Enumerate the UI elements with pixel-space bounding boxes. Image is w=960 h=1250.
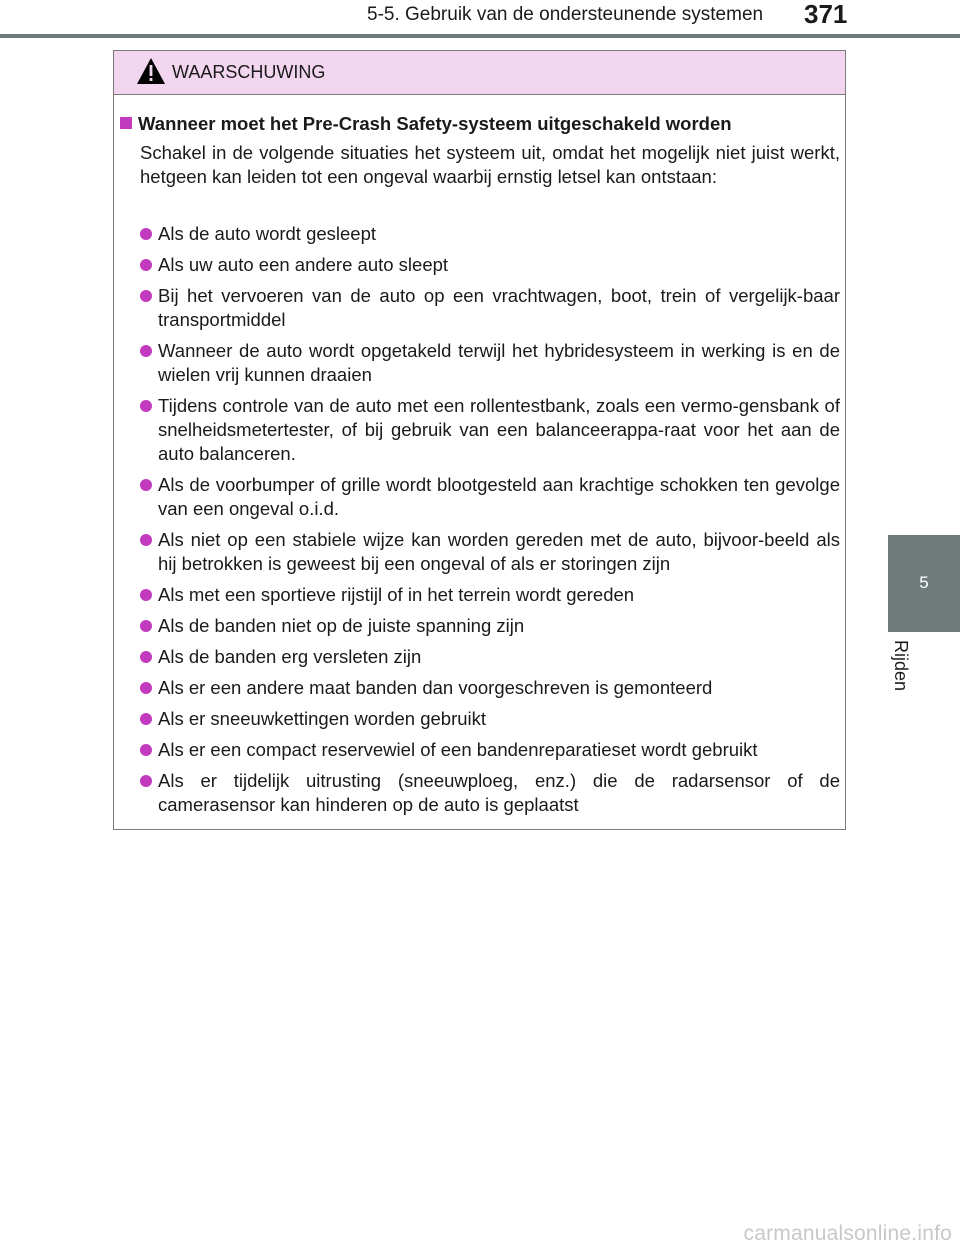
list-item-text: Als er een andere maat banden dan voorgeschreven is gemonteerd xyxy=(158,677,713,698)
bullet-dot-icon xyxy=(140,345,152,357)
bullet-dot-icon xyxy=(140,775,152,787)
list-item xyxy=(140,473,840,521)
list-item xyxy=(140,614,840,638)
chapter-label-text: Rijden xyxy=(891,640,911,692)
bullet-dot-icon xyxy=(140,744,152,756)
chapter-tab xyxy=(888,535,960,632)
bullet-dot-icon xyxy=(140,534,152,546)
list-item-text: Als de auto wordt gesleept xyxy=(158,223,377,244)
list-item-text: Bij het vervoeren van de auto op een vrachtwagen, boot, trein of vergelijk-baar transportmiddel xyxy=(158,285,840,330)
bullet-list xyxy=(140,222,840,824)
watermark: carmanualsonline.info xyxy=(743,1222,952,1245)
bullet-dot-icon xyxy=(140,713,152,725)
warning-box xyxy=(113,50,846,830)
list-item-text: Wanneer de auto wordt opgetakeld terwijl het hybridesysteem in werking is en de wielen vrij kunnen draaien xyxy=(158,340,840,385)
section-heading xyxy=(120,112,840,136)
list-item xyxy=(140,222,840,246)
bullet-dot-icon xyxy=(140,620,152,632)
bullet-dot-icon xyxy=(140,290,152,302)
list-item-text: Als er sneeuwkettingen worden gebruikt xyxy=(158,708,487,729)
bullet-dot-icon xyxy=(140,479,152,491)
section-heading-text: Wanneer moet het Pre-Crash Safety-systeem uitgeschakeld worden xyxy=(138,113,732,134)
list-item-text: Als niet op een stabiele wijze kan worden gereden met de auto, bijvoor-beeld als hij betrokken is geweest bij een ongeval of als er storingen zijn xyxy=(158,529,840,574)
bullet-dot-icon xyxy=(140,228,152,240)
bullet-dot-icon xyxy=(140,400,152,412)
chapter-number: 5 xyxy=(919,573,929,592)
bullet-dot-icon xyxy=(140,651,152,663)
list-item xyxy=(140,738,840,762)
chapter-label xyxy=(890,640,926,720)
list-item-text: Als er een compact reservewiel of een bandenreparatieset wordt gebruikt xyxy=(158,739,758,760)
list-item-text: Als de banden niet op de juiste spanning zijn xyxy=(158,615,525,636)
list-item-text: Als met een sportieve rijstijl of in het terrein wordt gereden xyxy=(158,584,635,605)
list-item xyxy=(140,676,840,700)
list-item xyxy=(140,769,840,817)
warning-label: WAARSCHUWING xyxy=(172,62,326,82)
list-item-text: Als uw auto een andere auto sleept xyxy=(158,254,449,275)
list-item xyxy=(140,339,840,387)
intro-paragraph: Schakel in de volgende situaties het systeem uit, omdat het mogelijk niet juist werkt, hetgeen kan leiden tot een ongeval waarbij ernstig letsel kan ontstaan: xyxy=(140,142,840,187)
section-title: 5-5. Gebruik van de ondersteunende systemen xyxy=(367,4,764,25)
square-bullet-icon xyxy=(120,117,132,129)
list-item xyxy=(140,528,840,576)
list-item xyxy=(140,645,840,669)
list-item xyxy=(140,284,840,332)
bullet-dot-icon xyxy=(140,259,152,271)
page-number: 371 xyxy=(804,0,848,29)
list-item-text: Als de voorbumper of grille wordt blootgesteld aan krachtige schokken ten gevolge van een ongeval o.i.d. xyxy=(158,474,840,519)
list-item xyxy=(140,253,840,277)
warning-triangle-icon xyxy=(136,57,166,85)
list-item xyxy=(140,707,840,731)
list-item xyxy=(140,583,840,607)
list-item-text: Als de banden erg versleten zijn xyxy=(158,646,422,667)
bullet-dot-icon xyxy=(140,682,152,694)
bullet-dot-icon xyxy=(140,589,152,601)
list-item xyxy=(140,394,840,466)
header-rule xyxy=(0,34,960,38)
list-item-text: Tijdens controle van de auto met een rollentestbank, zoals een vermo-gensbank of snelheidsmetertester, of bij gebruik van een balanceerappa-raat voor het aan de auto balanceren. xyxy=(158,395,840,464)
list-item-text: Als er tijdelijk uitrusting (sneeuwploeg, enz.) die de radarsensor of de camerasensor kan hinderen op de auto is geplaatst xyxy=(158,770,840,815)
warning-header xyxy=(114,51,845,95)
